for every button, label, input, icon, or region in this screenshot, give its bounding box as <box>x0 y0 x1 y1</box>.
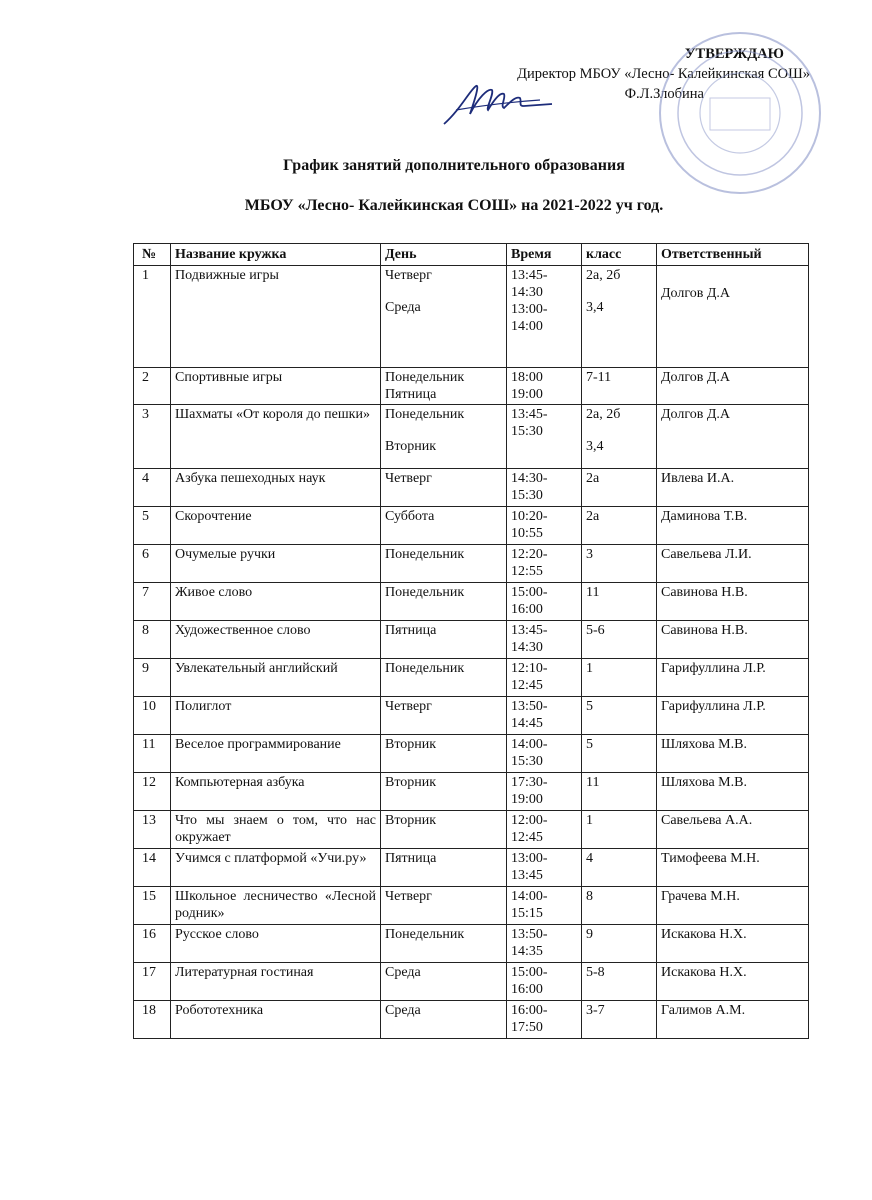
col-header-name: Название кружка <box>171 244 381 266</box>
club-responsible: Грачева М.Н. <box>657 887 809 925</box>
club-time: 14:00-15:30 <box>507 735 582 773</box>
club-name: Скорочтение <box>171 507 381 545</box>
club-time: 10:20-10:55 <box>507 507 582 545</box>
club-responsible: Савельева Л.И. <box>657 545 809 583</box>
time-secondary: 13:00-14:00 <box>511 302 548 334</box>
club-name: Что мы знаем о том, что нас окружает <box>171 811 381 849</box>
club-time: 12:20-12:55 <box>507 545 582 583</box>
table-row <box>134 849 809 887</box>
table-row <box>134 266 809 368</box>
club-day <box>381 266 507 368</box>
table-row <box>134 963 809 1001</box>
day-secondary: Вторник <box>385 439 437 454</box>
club-name: Спортивные игры <box>171 368 381 405</box>
time-secondary: 19:00 <box>511 387 543 402</box>
club-time: 12:00-12:45 <box>507 811 582 849</box>
club-grade: 5-8 <box>582 963 657 1001</box>
row-number: 15 <box>134 887 171 925</box>
club-grade: 3 <box>582 545 657 583</box>
time-primary: 13:45-14:30 <box>511 268 548 300</box>
day-primary: Понедельник <box>385 407 465 422</box>
club-time: 16:00-17:50 <box>507 1001 582 1039</box>
club-time: 14:30-15:30 <box>507 469 582 507</box>
club-day: Вторник <box>381 811 507 849</box>
club-name: Подвижные игры <box>171 266 381 368</box>
table-header-row <box>134 244 809 266</box>
club-time: 14:00-15:15 <box>507 887 582 925</box>
club-day: Среда <box>381 963 507 1001</box>
approval-name: Ф.Л.Злобина <box>624 86 704 102</box>
club-responsible: Галимов А.М. <box>657 1001 809 1039</box>
table-row <box>134 773 809 811</box>
col-header-responsible: Ответственный <box>657 244 809 266</box>
club-day: Пятница <box>381 849 507 887</box>
club-day: Суббота <box>381 507 507 545</box>
club-responsible: Гарифуллина Л.Р. <box>657 659 809 697</box>
club-name: Литературная гостиная <box>171 963 381 1001</box>
club-time <box>507 266 582 368</box>
grade-primary: 2а, 2б <box>586 268 621 283</box>
club-name: Робототехника <box>171 1001 381 1039</box>
table-row <box>134 735 809 773</box>
col-header-day: День <box>381 244 507 266</box>
club-responsible: Савельева А.А. <box>657 811 809 849</box>
club-responsible: Долгов Д.А <box>657 368 809 405</box>
row-number: 17 <box>134 963 171 1001</box>
club-name: Очумелые ручки <box>171 545 381 583</box>
schedule-table <box>133 243 809 1039</box>
club-grade: 11 <box>582 583 657 621</box>
club-name: Русское слово <box>171 925 381 963</box>
table-row <box>134 507 809 545</box>
club-name: Школьное лесничество «Лесной родник» <box>171 887 381 925</box>
club-grade: 7-11 <box>582 368 657 405</box>
club-time: 15:00-16:00 <box>507 583 582 621</box>
row-number: 2 <box>134 368 171 405</box>
day-secondary: Среда <box>385 300 421 315</box>
grade-secondary: 3,4 <box>586 439 604 454</box>
club-day: Вторник <box>381 773 507 811</box>
row-number: 1 <box>134 266 171 368</box>
club-time: 12:10-12:45 <box>507 659 582 697</box>
club-day: Пятница <box>381 621 507 659</box>
table-row <box>134 697 809 735</box>
table-row <box>134 583 809 621</box>
row-number: 11 <box>134 735 171 773</box>
club-grade: 3-7 <box>582 1001 657 1039</box>
grade-primary: 2а, 2б <box>586 407 621 422</box>
table-row <box>134 925 809 963</box>
club-name: Живое слово <box>171 583 381 621</box>
club-grade: 2а <box>582 507 657 545</box>
club-grade: 8 <box>582 887 657 925</box>
row-number: 12 <box>134 773 171 811</box>
club-responsible: Савинова Н.В. <box>657 583 809 621</box>
club-name: Азбука пешеходных наук <box>171 469 381 507</box>
club-grade: 5 <box>582 735 657 773</box>
col-header-time: Время <box>507 244 582 266</box>
club-name: Веселое программирование <box>171 735 381 773</box>
club-time <box>507 368 582 405</box>
row-number: 4 <box>134 469 171 507</box>
table-row <box>134 545 809 583</box>
club-day: Четверг <box>381 469 507 507</box>
club-day <box>381 368 507 405</box>
club-grade: 4 <box>582 849 657 887</box>
row-number: 14 <box>134 849 171 887</box>
club-day: Четверг <box>381 887 507 925</box>
club-responsible: Искакова Н.Х. <box>657 963 809 1001</box>
responsible-name: Долгов Д.А <box>661 286 731 301</box>
club-day: Понедельник <box>381 659 507 697</box>
document-title: График занятий дополнительного образования <box>283 157 625 174</box>
document-subtitle: МБОУ «Лесно- Калейкинская СОШ» на 2021-2022 уч год. <box>244 197 664 214</box>
club-day <box>381 405 507 469</box>
table-row <box>134 887 809 925</box>
club-name: Полиглот <box>171 697 381 735</box>
club-time: 13:00-13:45 <box>507 849 582 887</box>
table-row <box>134 621 809 659</box>
approval-heading: УТВЕРЖДАЮ <box>684 46 784 62</box>
club-grade: 2а <box>582 469 657 507</box>
club-name: Художественное слово <box>171 621 381 659</box>
club-day: Четверг <box>381 697 507 735</box>
club-responsible: Искакова Н.Х. <box>657 925 809 963</box>
club-day: Понедельник <box>381 925 507 963</box>
time-primary: 18:00 <box>511 370 543 385</box>
row-number: 3 <box>134 405 171 469</box>
club-grade <box>582 266 657 368</box>
club-grade: 5-6 <box>582 621 657 659</box>
row-number: 13 <box>134 811 171 849</box>
row-number: 6 <box>134 545 171 583</box>
table-row <box>134 368 809 405</box>
club-responsible: Даминова Т.В. <box>657 507 809 545</box>
club-responsible: Шляхова М.В. <box>657 773 809 811</box>
club-time: 13:50-14:45 <box>507 697 582 735</box>
club-day: Вторник <box>381 735 507 773</box>
club-day: Среда <box>381 1001 507 1039</box>
row-number: 9 <box>134 659 171 697</box>
table-row <box>134 405 809 469</box>
club-grade: 11 <box>582 773 657 811</box>
day-secondary: Пятница <box>385 387 437 402</box>
club-grade: 1 <box>582 659 657 697</box>
row-number: 18 <box>134 1001 171 1039</box>
club-responsible: Шляхова М.В. <box>657 735 809 773</box>
club-time: 13:45-14:30 <box>507 621 582 659</box>
day-primary: Четверг <box>385 268 432 283</box>
club-responsible: Тимофеева М.Н. <box>657 849 809 887</box>
day-primary: Понедельник <box>385 370 465 385</box>
club-time: 13:50-14:35 <box>507 925 582 963</box>
club-time: 17:30-19:00 <box>507 773 582 811</box>
club-name: Шахматы «От короля до пешки» <box>171 405 381 469</box>
row-number: 10 <box>134 697 171 735</box>
table-row <box>134 469 809 507</box>
club-day: Понедельник <box>381 583 507 621</box>
club-responsible: Савинова Н.В. <box>657 621 809 659</box>
club-name: Увлекательный английский <box>171 659 381 697</box>
club-time: 13:45-15:30 <box>507 405 582 469</box>
row-number: 7 <box>134 583 171 621</box>
director-signature <box>440 80 560 128</box>
club-responsible: Гарифуллина Л.Р. <box>657 697 809 735</box>
club-time: 15:00-16:00 <box>507 963 582 1001</box>
club-grade <box>582 405 657 469</box>
table-row <box>134 811 809 849</box>
club-responsible <box>657 266 809 368</box>
club-name: Учимся с платформой «Учи.ру» <box>171 849 381 887</box>
club-responsible: Ивлева И.А. <box>657 469 809 507</box>
club-name: Компьютерная азбука <box>171 773 381 811</box>
row-number: 5 <box>134 507 171 545</box>
col-header-number: № <box>134 244 171 266</box>
club-grade: 9 <box>582 925 657 963</box>
club-day: Понедельник <box>381 545 507 583</box>
table-row <box>134 659 809 697</box>
club-grade: 1 <box>582 811 657 849</box>
approval-position: Директор МБОУ «Лесно- Калейкинская СОШ» <box>517 66 810 82</box>
club-grade: 5 <box>582 697 657 735</box>
grade-secondary: 3,4 <box>586 300 604 315</box>
row-number: 8 <box>134 621 171 659</box>
table-row <box>134 1001 809 1039</box>
col-header-grade: класс <box>582 244 657 266</box>
club-responsible: Долгов Д.А <box>657 405 809 469</box>
row-number: 16 <box>134 925 171 963</box>
